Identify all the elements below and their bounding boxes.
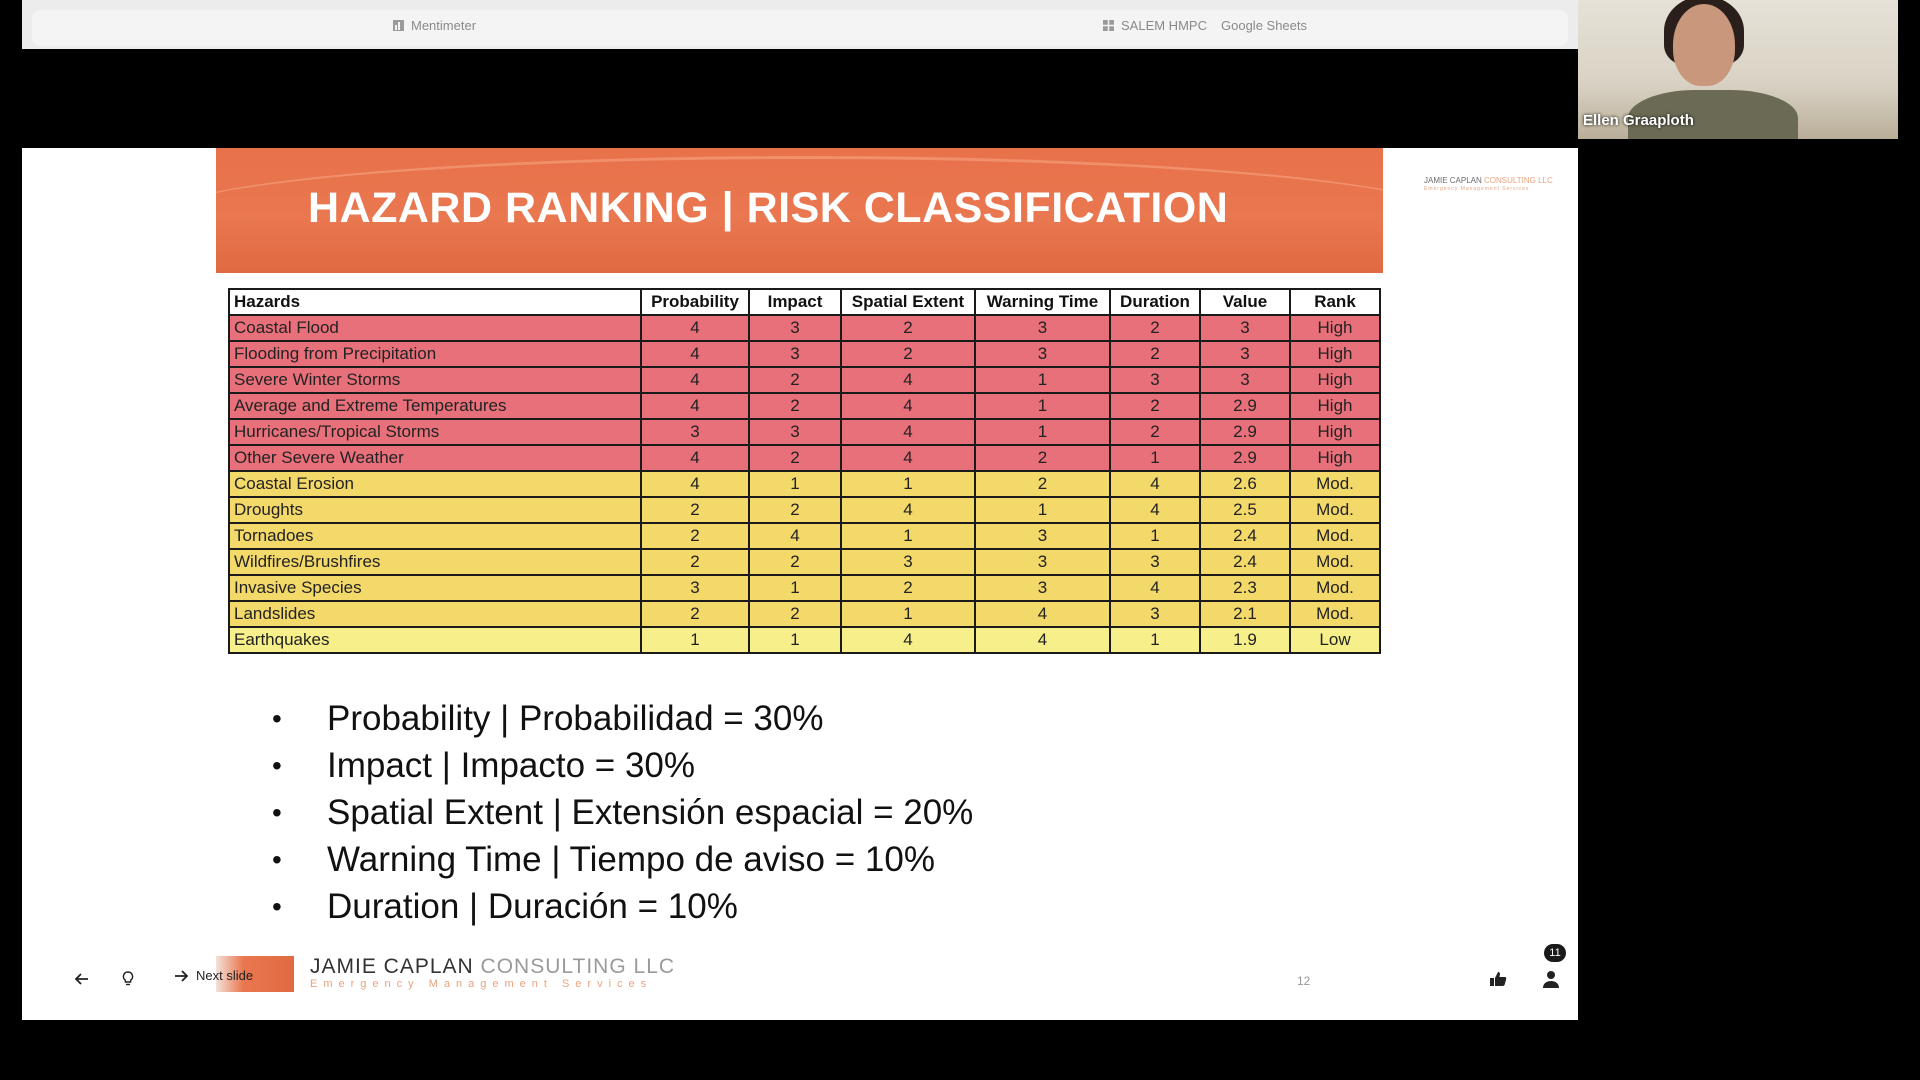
tab-mentimeter[interactable] <box>392 18 476 33</box>
table-cell: High <box>1290 315 1380 341</box>
tab-label: SALEM HMPC <box>1121 18 1207 33</box>
table-cell: 2.5 <box>1200 497 1290 523</box>
table-cell: 4 <box>641 341 749 367</box>
table-row <box>229 497 1380 523</box>
table-cell: 3 <box>1200 367 1290 393</box>
bullet-text: Impact | Impacto = 30% <box>327 745 696 785</box>
table-cell: Mod. <box>1290 549 1380 575</box>
bullet-dot: • <box>272 749 282 781</box>
table-cell: High <box>1290 419 1380 445</box>
table-cell: 2 <box>975 445 1110 471</box>
tab-label: Google Sheets <box>1221 18 1308 33</box>
table-cell: 2.1 <box>1200 601 1290 627</box>
table-cell: 4 <box>975 601 1110 627</box>
bullet-text: Spatial Extent | Extensión espacial = 20% <box>327 792 974 832</box>
table-cell: 3 <box>1110 601 1200 627</box>
table-cell: 3 <box>749 315 841 341</box>
table-row <box>229 419 1380 445</box>
table-cell: High <box>1290 445 1380 471</box>
table-cell: 2.6 <box>1200 471 1290 497</box>
hazard-name-cell: Droughts <box>229 497 641 523</box>
table-cell: 2 <box>841 341 975 367</box>
weighting-bullet-list <box>272 695 973 930</box>
table-cell: Mod. <box>1290 471 1380 497</box>
table-cell: 1 <box>1110 627 1200 653</box>
table-cell: 3 <box>641 575 749 601</box>
table-cell: 4 <box>841 393 975 419</box>
bullet-item <box>272 695 973 742</box>
person-icon <box>1542 969 1560 989</box>
table-cell: High <box>1290 341 1380 367</box>
hazard-name-cell: Coastal Erosion <box>229 471 641 497</box>
hazard-ranking-table <box>228 288 1381 654</box>
header-value: Value <box>1200 289 1290 315</box>
bullet-text: Duration | Duración = 10% <box>327 886 738 926</box>
table-cell: Low <box>1290 627 1380 653</box>
table-cell: 3 <box>749 341 841 367</box>
table-body <box>229 315 1380 653</box>
lightbulb-icon <box>122 971 134 987</box>
table-cell: 4 <box>841 419 975 445</box>
table-cell: 4 <box>841 367 975 393</box>
hazard-name-cell: Average and Extreme Temperatures <box>229 393 641 419</box>
table-cell: 4 <box>641 393 749 419</box>
slide-title-banner <box>216 148 1383 273</box>
table-cell: 2.9 <box>1200 393 1290 419</box>
table-cell: 4 <box>1110 575 1200 601</box>
table-row <box>229 549 1380 575</box>
table-cell: 4 <box>749 523 841 549</box>
table-cell: 3 <box>1200 315 1290 341</box>
bullet-text: Probability | Probabilidad = 30% <box>327 698 824 738</box>
table-cell: 1 <box>975 393 1110 419</box>
bullet-item <box>272 836 973 883</box>
table-header-row <box>229 289 1380 315</box>
table-row <box>229 367 1380 393</box>
table-cell: 2.4 <box>1200 549 1290 575</box>
header-spatial-extent: Spatial Extent <box>841 289 975 315</box>
hazard-name-cell: Other Severe Weather <box>229 445 641 471</box>
header-duration: Duration <box>1110 289 1200 315</box>
logo-tagline: Emergency Management Services <box>1424 186 1530 192</box>
hazard-name-cell: Wildfires/Brushfires <box>229 549 641 575</box>
hazard-name-cell: Earthquakes <box>229 627 641 653</box>
table-cell: 3 <box>975 315 1110 341</box>
table-cell: 3 <box>975 341 1110 367</box>
table-cell: 3 <box>1110 549 1200 575</box>
table-cell: 4 <box>641 445 749 471</box>
hint-button[interactable] <box>122 968 144 990</box>
table-cell: 1 <box>1110 445 1200 471</box>
table-cell: 3 <box>975 549 1110 575</box>
participants-button[interactable] <box>1542 966 1566 992</box>
table-cell: 2 <box>1110 341 1200 367</box>
table-cell: 2 <box>641 497 749 523</box>
table-cell: 2 <box>841 575 975 601</box>
table-cell: 4 <box>841 497 975 523</box>
table-cell: 2 <box>749 549 841 575</box>
table-cell: 4 <box>1110 471 1200 497</box>
table-row <box>229 523 1380 549</box>
hazard-name-cell: Tornadoes <box>229 523 641 549</box>
presenter-face <box>1673 4 1735 86</box>
hazard-name-cell: Severe Winter Storms <box>229 367 641 393</box>
table-cell: 4 <box>1110 497 1200 523</box>
table-cell: 1 <box>975 497 1110 523</box>
arrow-right-icon <box>174 970 188 982</box>
table-cell: 2 <box>749 393 841 419</box>
table-row <box>229 627 1380 653</box>
table-cell: High <box>1290 393 1380 419</box>
table-cell: 4 <box>641 315 749 341</box>
tab-salem-hmpc[interactable] <box>1102 18 1207 33</box>
thumbs-up-icon <box>1489 971 1507 987</box>
table-row <box>229 315 1380 341</box>
like-button[interactable] <box>1489 968 1513 990</box>
table-cell: 2 <box>1110 393 1200 419</box>
mentimeter-icon <box>392 19 405 32</box>
previous-slide-button[interactable] <box>75 968 97 990</box>
bullet-dot: • <box>272 843 282 875</box>
table-cell: 1 <box>841 471 975 497</box>
table-cell: 2 <box>749 367 841 393</box>
next-slide-label: Next slide <box>196 968 254 983</box>
table-cell: 2 <box>749 445 841 471</box>
table-cell: 1.9 <box>1200 627 1290 653</box>
corner-company-logo <box>1424 176 1553 192</box>
slide-title: HAZARD RANKING | RISK CLASSIFICATION <box>308 184 1229 232</box>
webcam-video-tile <box>1578 0 1898 139</box>
bullet-dot: • <box>272 702 282 734</box>
hazard-name-cell: Invasive Species <box>229 575 641 601</box>
table-cell: Mod. <box>1290 575 1380 601</box>
bullet-item <box>272 789 973 836</box>
hazard-name-cell: Hurricanes/Tropical Storms <box>229 419 641 445</box>
table-cell: 3 <box>749 419 841 445</box>
table-cell: 2 <box>749 497 841 523</box>
presentation-stage <box>22 148 1578 1020</box>
table-row <box>229 445 1380 471</box>
table-cell: 2 <box>641 601 749 627</box>
table-cell: 2.4 <box>1200 523 1290 549</box>
table-cell: 1 <box>975 367 1110 393</box>
table-cell: Mod. <box>1290 497 1380 523</box>
footer-logo-tagline: Emergency Management Services <box>310 978 653 990</box>
table-cell: 4 <box>641 367 749 393</box>
footer-logo-suffix: CONSULTING LLC <box>473 955 676 978</box>
header-rank: Rank <box>1290 289 1380 315</box>
table-cell: 3 <box>641 419 749 445</box>
table-cell: 2.9 <box>1200 419 1290 445</box>
footer-logo-name: JAMIE CAPLAN <box>310 955 474 978</box>
table-cell: 2 <box>1110 315 1200 341</box>
tab-label: Mentimeter <box>411 18 477 33</box>
bullet-dot: • <box>272 796 282 828</box>
table-row <box>229 341 1380 367</box>
table-cell: 1 <box>749 575 841 601</box>
hazard-name-cell: Flooding from Precipitation <box>229 341 641 367</box>
logo-name: JAMIE CAPLAN <box>1424 176 1482 185</box>
table-cell: 4 <box>641 471 749 497</box>
table-cell: 2.9 <box>1200 445 1290 471</box>
hazard-name-cell: Landslides <box>229 601 641 627</box>
table-cell: 1 <box>749 627 841 653</box>
bullet-dot: • <box>272 890 282 922</box>
logo-suffix: CONSULTING LLC <box>1484 176 1553 185</box>
hazard-name-cell: Coastal Flood <box>229 315 641 341</box>
table-cell: 2 <box>975 471 1110 497</box>
table-row <box>229 471 1380 497</box>
sheets-icon <box>1102 19 1115 32</box>
table-cell: Mod. <box>1290 601 1380 627</box>
table-cell: 3 <box>975 575 1110 601</box>
browser-tab-bar <box>22 0 1578 49</box>
table-cell: 4 <box>975 627 1110 653</box>
table-cell: 2 <box>749 601 841 627</box>
table-cell: 2 <box>841 315 975 341</box>
table-cell: 1 <box>641 627 749 653</box>
table-cell: 1 <box>749 471 841 497</box>
table-cell: 2 <box>1110 419 1200 445</box>
table-row <box>229 601 1380 627</box>
table-cell: Mod. <box>1290 523 1380 549</box>
tab-strip <box>32 10 1568 46</box>
bullet-item <box>272 742 973 789</box>
header-probability: Probability <box>641 289 749 315</box>
table-cell: High <box>1290 367 1380 393</box>
bullet-item <box>272 883 973 930</box>
header-impact: Impact <box>749 289 841 315</box>
participant-count-badge: 11 <box>1544 944 1566 962</box>
table-cell: 4 <box>841 627 975 653</box>
table-cell: 1 <box>841 523 975 549</box>
table-cell: 3 <box>1200 341 1290 367</box>
table-cell: 4 <box>841 445 975 471</box>
table-cell: 2 <box>641 549 749 575</box>
bullet-text: Warning Time | Tiempo de aviso = 10% <box>327 839 935 879</box>
table-row <box>229 393 1380 419</box>
slide-number: 12 <box>1297 974 1311 988</box>
table-cell: 2.3 <box>1200 575 1290 601</box>
next-slide-button[interactable] <box>174 968 253 983</box>
footer-company-logo <box>310 955 675 990</box>
tab-google-sheets[interactable] <box>1221 18 1307 33</box>
header-hazards: Hazards <box>229 289 641 315</box>
header-warning-time: Warning Time <box>975 289 1110 315</box>
table-cell: 1 <box>1110 523 1200 549</box>
arrow-left-icon <box>75 973 89 985</box>
table-cell: 1 <box>841 601 975 627</box>
table-cell: 3 <box>1110 367 1200 393</box>
presenter-name-label: Ellen Graaploth <box>1583 112 1694 129</box>
table-cell: 2 <box>641 523 749 549</box>
table-row <box>229 575 1380 601</box>
table-cell: 3 <box>841 549 975 575</box>
table-cell: 1 <box>975 419 1110 445</box>
table-cell: 3 <box>975 523 1110 549</box>
